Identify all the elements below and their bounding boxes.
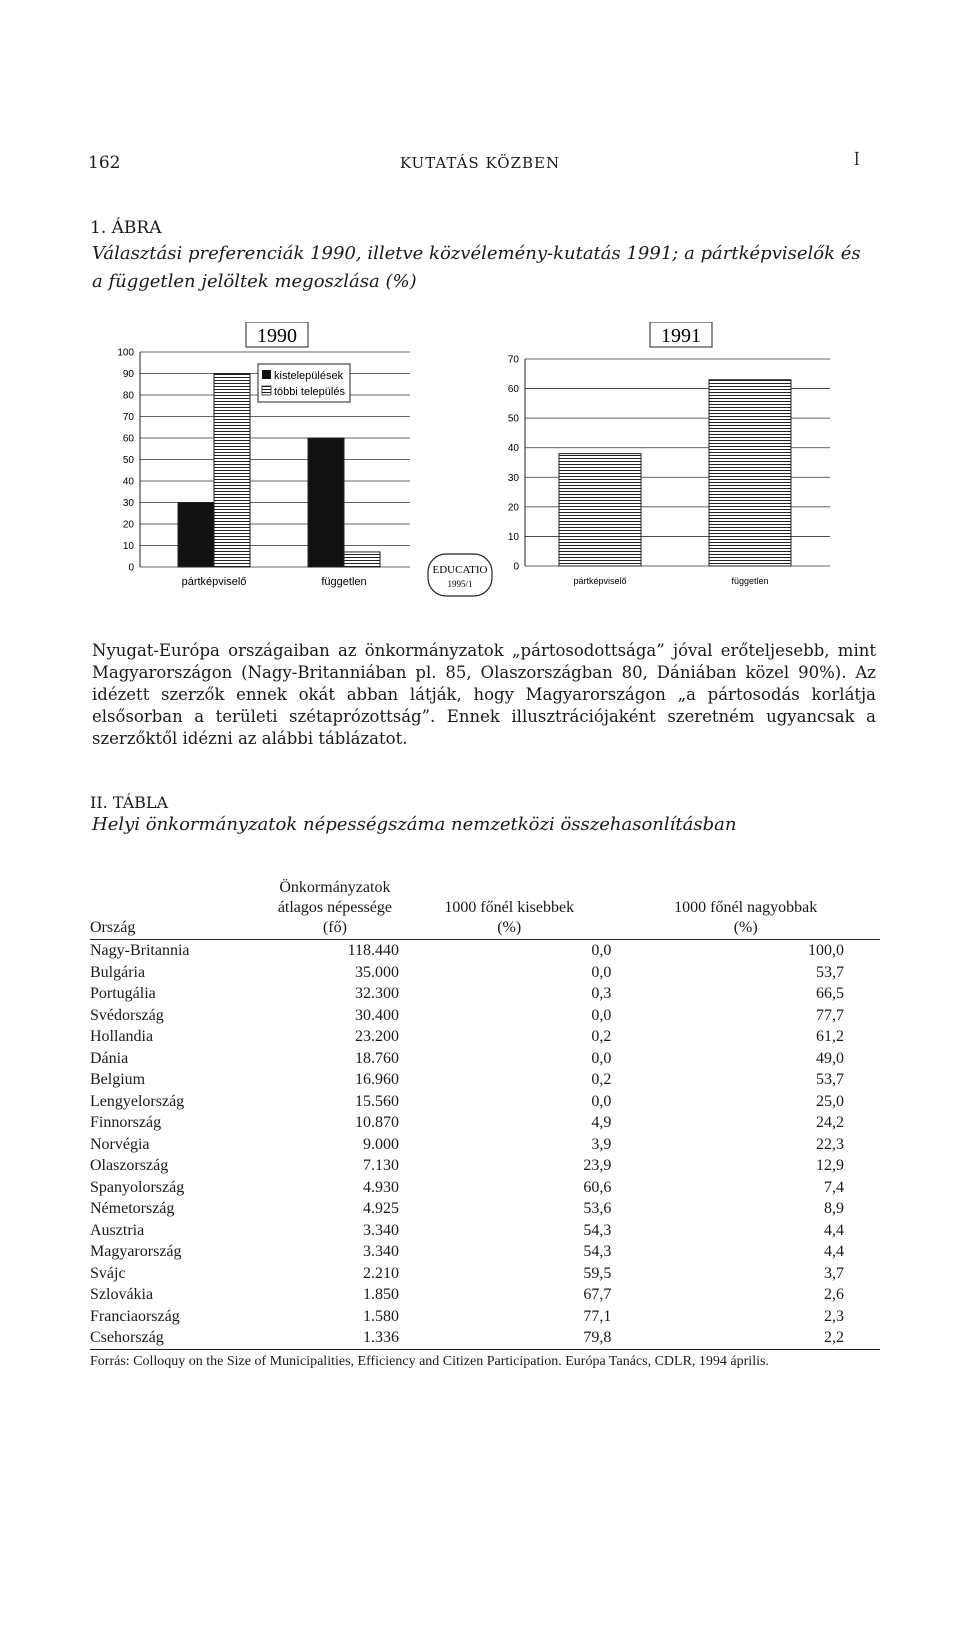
legend-swatch-tobbi — [262, 386, 271, 395]
running-head — [0, 153, 960, 177]
figure-charts — [100, 322, 880, 642]
table-row — [90, 1284, 880, 1306]
cell-country: Szlovákia — [90, 1286, 154, 1304]
y-tick-label: 0 — [128, 562, 134, 574]
bar-series-0 — [559, 454, 641, 566]
cell-avg: 7.130 — [363, 1157, 399, 1175]
cell-small: 77,1 — [583, 1307, 612, 1325]
cell-small: 0,0 — [591, 942, 612, 960]
bar-series-1 — [709, 380, 791, 566]
cell-avg: 3.340 — [363, 1243, 399, 1261]
cell-avg: 30.400 — [355, 1006, 399, 1024]
cell-avg: 32.300 — [355, 985, 399, 1003]
table-row — [90, 940, 880, 962]
y-tick-label: 50 — [122, 455, 134, 466]
header-small — [407, 878, 647, 940]
cell-country: Spanyolország — [90, 1178, 185, 1196]
cell-small: 67,7 — [583, 1286, 612, 1304]
header-small-line1: 1000 főnél kisebbek — [444, 899, 575, 916]
cell-country: Nagy-Britannia — [90, 942, 190, 960]
table-row — [90, 1198, 880, 1220]
cell-country: Portugália — [90, 985, 156, 1003]
cell-large: 61,2 — [816, 1028, 844, 1046]
cell-avg: 3.340 — [363, 1221, 399, 1239]
cell-avg: 4.925 — [363, 1200, 399, 1218]
educatio-stamp — [428, 554, 492, 596]
cell-small: 54,3 — [583, 1243, 612, 1261]
y-tick-label: 70 — [507, 354, 519, 366]
cell-large: 4,4 — [824, 1221, 844, 1239]
cell-country: Belgium — [90, 1071, 146, 1089]
cell-country: Magyarország — [90, 1243, 182, 1261]
table-label: II. TÁBLA — [90, 793, 169, 812]
body-paragraph: Nyugat-Európa országaiban az önkormányzatok „pártosodottsága” jóval erőteljesebb, mint Magyarországon (Nagy-Britanniában pl. 85, Olaszországban 80, Dániában közel 90%). Az idézett szerzők ennek okát abban látják, hogy Magyarországon „a pártosodás korlátja elsősorban a területi szétaprózottság”. Ennek illusztrációjaként szeretném ugyancsak a szerzőktől idézni az alábbi táblázatot. — [92, 641, 876, 748]
cell-small: 0,0 — [591, 1049, 612, 1067]
cell-avg: 35.000 — [355, 963, 399, 981]
y-tick-label: 0 — [513, 561, 519, 573]
x-tick-label: független — [731, 576, 769, 586]
cell-large: 2,2 — [824, 1329, 844, 1347]
chart2-title: 1991 — [661, 325, 701, 347]
chart1-legend — [258, 364, 350, 402]
cell-country: Ausztria — [90, 1221, 145, 1239]
cell-large: 22,3 — [816, 1135, 844, 1153]
cell-avg: 1.850 — [363, 1286, 399, 1304]
cell-avg: 23.200 — [355, 1028, 399, 1046]
bar-többi-település-1 — [344, 552, 380, 567]
cell-avg: 16.960 — [355, 1071, 399, 1089]
cell-avg: 4.930 — [363, 1178, 399, 1196]
cell-small: 0,0 — [591, 963, 612, 981]
y-tick-label: 30 — [122, 498, 134, 509]
cell-country: Franciaország — [90, 1307, 180, 1325]
cell-small: 54,3 — [583, 1221, 612, 1239]
charts-svg — [100, 322, 880, 642]
cell-small: 60,6 — [583, 1178, 612, 1196]
cell-large: 53,7 — [816, 963, 844, 981]
cell-small: 0,0 — [591, 1006, 612, 1024]
y-tick-label: 50 — [507, 413, 519, 425]
cell-small: 79,8 — [583, 1329, 612, 1347]
cell-large: 66,5 — [816, 985, 844, 1003]
cell-large: 4,4 — [824, 1243, 844, 1261]
y-tick-label: 70 — [122, 412, 134, 423]
legend-label-kistelepulesek: kistelepülések — [274, 370, 344, 382]
table-row — [90, 1134, 880, 1156]
y-tick-label: 60 — [122, 433, 134, 445]
cell-small: 4,9 — [591, 1114, 612, 1132]
figure-label: 1. ÁBRA — [90, 218, 162, 238]
municipality-table — [90, 878, 880, 1350]
cell-small: 0,3 — [591, 985, 612, 1003]
table-caption: Helyi önkormányzatok népességszáma nemzetközi összehasonlításban — [92, 814, 737, 835]
cell-large: 7,4 — [824, 1178, 844, 1196]
stamp-line2: 1995/1 — [447, 579, 473, 589]
cell-country: Csehország — [90, 1329, 164, 1347]
cell-country: Olaszország — [90, 1157, 169, 1175]
cell-country: Hollandia — [90, 1028, 154, 1046]
cell-large: 100,0 — [808, 942, 844, 960]
table-row — [90, 1155, 880, 1177]
legend-label-tobbi: többi település — [274, 386, 345, 398]
y-tick-label: 40 — [122, 476, 134, 488]
cell-avg: 10.870 — [355, 1114, 399, 1132]
table-row — [90, 1091, 880, 1113]
y-tick-label: 80 — [122, 390, 134, 402]
header-avg-line1: Önkormányzatok — [279, 879, 391, 896]
cell-large: 3,7 — [824, 1264, 844, 1282]
table-row — [90, 1263, 880, 1285]
header-large — [647, 878, 880, 940]
x-tick-label: pártképviselő — [573, 576, 627, 586]
cell-small: 53,6 — [583, 1200, 612, 1218]
y-tick-label: 100 — [117, 347, 134, 359]
cell-country: Svájc — [90, 1264, 126, 1282]
table-row — [90, 1112, 880, 1134]
cell-avg: 2.210 — [363, 1264, 399, 1282]
table-row — [90, 1069, 880, 1091]
x-tick-label: független — [321, 576, 367, 588]
cell-avg: 15.560 — [355, 1092, 399, 1110]
cell-large: 49,0 — [816, 1049, 844, 1067]
table-row — [90, 1177, 880, 1199]
cell-avg: 9.000 — [363, 1135, 399, 1153]
cell-country: Németország — [90, 1200, 175, 1218]
legend-swatch-kistelepulesek — [262, 370, 271, 379]
header-large-line2: (%) — [733, 919, 758, 936]
stamp-line1: EDUCATIO — [432, 564, 488, 576]
bar-kistelepülések-1 — [308, 438, 344, 567]
table-row — [90, 1005, 880, 1027]
chart1-title: 1990 — [257, 325, 297, 347]
x-tick-label: pártképviselő — [181, 576, 247, 588]
cell-country: Finnország — [90, 1114, 162, 1132]
cell-country: Bulgária — [90, 963, 146, 981]
cell-large: 24,2 — [816, 1114, 844, 1132]
cell-small: 23,9 — [583, 1157, 612, 1175]
table-row — [90, 1306, 880, 1328]
table-row — [90, 1241, 880, 1263]
bar-kistelepülések-0 — [178, 503, 214, 568]
cell-large: 2,3 — [824, 1307, 844, 1325]
cell-large: 77,7 — [816, 1006, 844, 1024]
cell-small: 3,9 — [591, 1135, 612, 1153]
cell-country: Svédország — [90, 1006, 164, 1024]
y-tick-label: 30 — [507, 472, 519, 484]
cell-large: 2,6 — [824, 1286, 844, 1304]
cell-country: Lengyelország — [90, 1092, 185, 1110]
cell-avg: 1.336 — [363, 1329, 399, 1347]
running-title: KUTATÁS KÖZBEN — [399, 154, 561, 172]
cell-large: 8,9 — [824, 1200, 844, 1218]
y-tick-label: 90 — [122, 369, 134, 380]
table-row — [90, 983, 880, 1005]
table-header-row — [90, 878, 880, 940]
header-country — [90, 878, 271, 940]
table-row — [90, 962, 880, 984]
y-tick-label: 20 — [122, 519, 134, 531]
table-row — [90, 1327, 880, 1349]
y-tick-label: 60 — [507, 384, 519, 396]
table-row — [90, 1220, 880, 1242]
cell-avg: 18.760 — [355, 1049, 399, 1067]
y-tick-label: 10 — [122, 541, 134, 552]
header-country-label: Ország — [90, 919, 136, 936]
cell-small: 0,2 — [591, 1028, 612, 1046]
header-avg-line2: átlagos népessége (fő) — [277, 899, 392, 936]
cell-avg: 1.580 — [363, 1307, 399, 1325]
header-large-line1: 1000 főnél nagyobbak — [674, 899, 818, 916]
cell-large: 25,0 — [816, 1092, 844, 1110]
cell-country: Norvégia — [90, 1135, 150, 1153]
table-body — [90, 940, 880, 1350]
chart-1991 — [508, 355, 830, 587]
cell-small: 59,5 — [583, 1264, 612, 1282]
table-row — [90, 1048, 880, 1070]
y-tick-label: 10 — [507, 531, 519, 543]
y-tick-label: 40 — [507, 443, 519, 455]
cell-small: 0,0 — [591, 1092, 612, 1110]
header-ornament: ꟾ — [854, 153, 860, 169]
header-avg — [271, 878, 407, 940]
cell-avg: 118.440 — [347, 942, 399, 960]
cell-large: 53,7 — [816, 1071, 844, 1089]
header-small-line2: (%) — [497, 919, 522, 936]
table-row — [90, 1026, 880, 1048]
cell-country: Dánia — [90, 1049, 129, 1067]
cell-small: 0,2 — [591, 1071, 612, 1089]
y-tick-label: 20 — [507, 502, 519, 514]
bar-többi-település-0 — [214, 374, 250, 568]
cell-large: 12,9 — [816, 1157, 844, 1175]
page-number: 162 — [88, 153, 121, 173]
figure-caption: Választási preferenciák 1990, illetve közvélemény-kutatás 1991; a pártképviselők és a független jelöltek megoszlása (%) — [92, 243, 861, 292]
table-source: Forrás: Colloquy on the Size of Municipalities, Efficiency and Citizen Participation. Európa Tanács, CDLR, 1994 április. — [90, 1354, 769, 1369]
